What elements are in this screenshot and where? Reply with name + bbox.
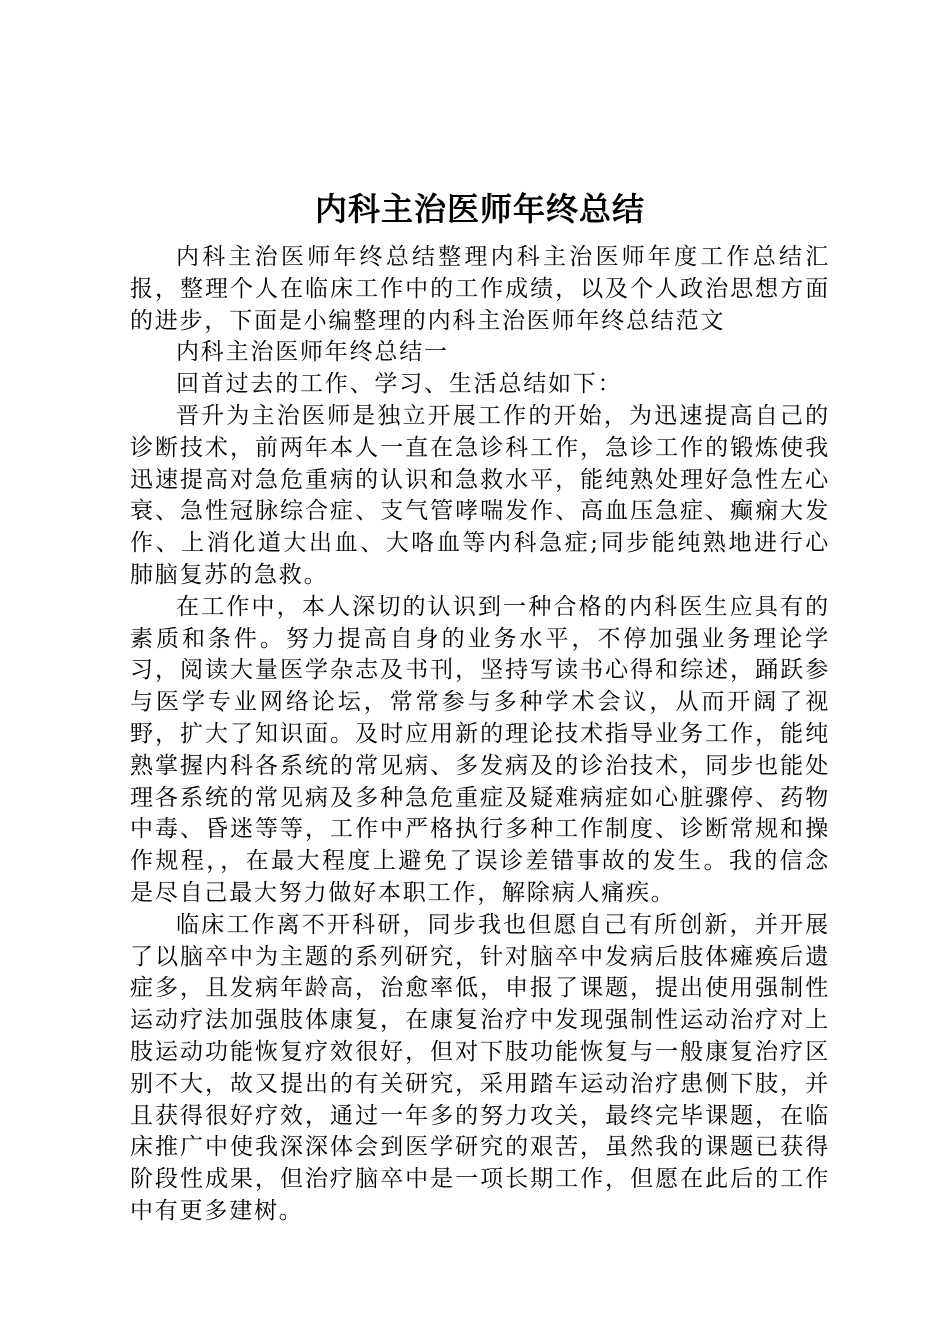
body-paragraph: 回首过去的工作、学习、生活总结如下：: [176, 371, 623, 398]
body-paragraph: 临床工作离不开科研，同步我也但愿自己有所创新，并开展了以脑卒中为主题的系列研究，针对脑卒中发病后肢体瘫痪后遗症多，且发病年龄高，治愈率低，申报了课题，提出使用强制性运动疗法加强肢体康复，在康复治疗中发现强制性运动治疗对上肢运动功能恢复疗效很好，但对下肢功能恢复与一般康复治疗区别不大，故又提出的有关研究，采用踏车运动治疗患侧下肢，并且获得很好疗效，通过一年多的努力攻关，最终完毕课题，在临床推广中使我深深体会到医学研究的艰苦，虽然我的课题已获得阶段性成果，但治疗脑卒中是一项长期工作，但愿在此后的工作中有更多建树。: [130, 911, 830, 1224]
section-heading: 内科主治医师年终总结一: [176, 339, 449, 366]
intro-paragraph: 内科主治医师年终总结整理内科主治医师年度工作总结汇报，整理个人在临床工作中的工作成绩，以及个人政治思想方面的进步，下面是小编整理的内科主治医师年终总结范文: [130, 244, 830, 334]
body-paragraph: 在工作中，本人深切的认识到一种合格的内科医生应具有的素质和条件。努力提高自身的业务水平，不停加强业务理论学习，阅读大量医学杂志及书刊，坚持写读书心得和综述，踊跃参与医学专业网络论坛，常常参与多种学术会议，从而开阔了视野，扩大了知识面。及时应用新的理论技术指导业务工作，能纯熟掌握内科各系统的常见病、多发病及的诊治技术，同步也能处理各系统的常见病及多种急危重症及疑难病症如心脏骤停、药物中毒、昏迷等等，工作中严格执行多种工作制度、诊断常规和操作规程，，在最大程度上避免了误诊差错事故的发生。我的信念是尽自己最大努力做好本职工作，解除病人痛疾。: [130, 593, 830, 906]
document-page: [130, 182, 830, 1228]
document-title: 内科主治医师年终总结: [314, 190, 645, 228]
body-paragraph: 晋升为主治医师是独立开展工作的开始，为迅速提高自己的诊断技术，前两年本人一直在急诊科工作，急诊工作的锻炼使我迅速提高对急危重病的认识和急救水平，能纯熟处理好急性左心衰、急性冠脉综合症、支气管哮喘发作、高血压急症、癫痫大发作、上消化道大出血、大咯血等内科急症;同步能纯熟地进行心肺脑复苏的急救。: [130, 402, 830, 588]
